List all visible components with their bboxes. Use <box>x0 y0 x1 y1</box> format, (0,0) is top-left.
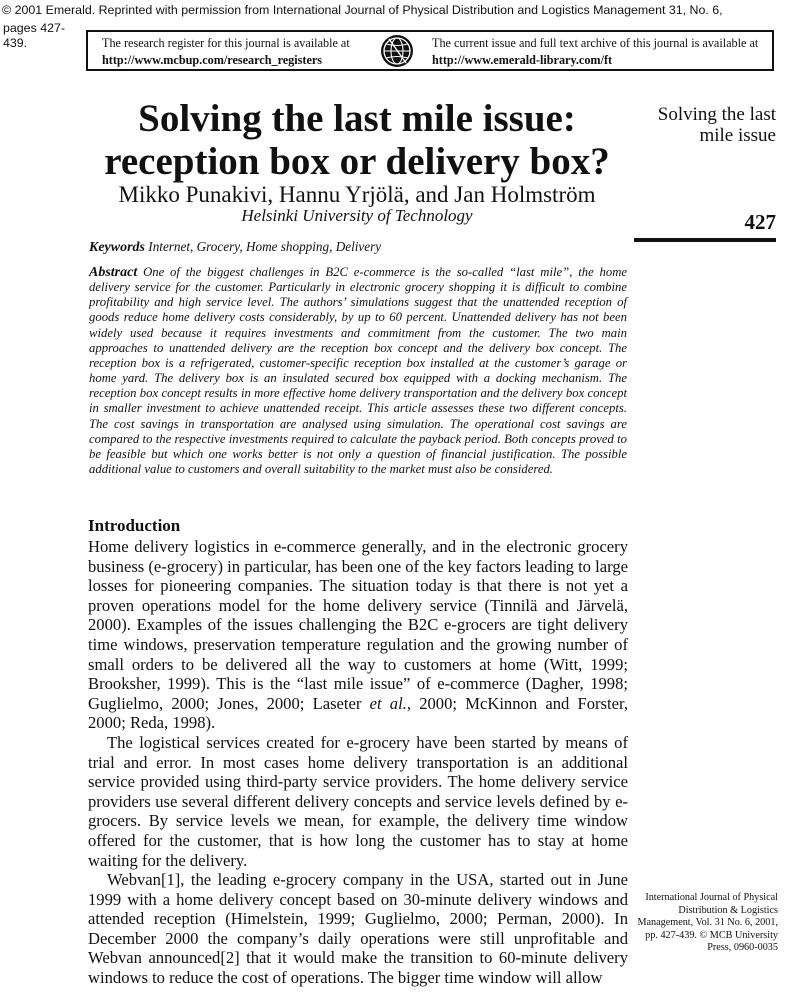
title-line1: Solving the last mile issue: <box>138 97 576 140</box>
article-title <box>84 97 630 183</box>
title-line2: reception box or delivery box? <box>104 140 610 183</box>
page-number: 427 <box>744 210 776 234</box>
author-affiliation: Helsinki University of Technology <box>241 206 473 225</box>
paragraph1-et-al: et al. <box>369 693 407 713</box>
journal-line3: Management, Vol. 31 No. 6, 2001, <box>637 917 778 929</box>
section-heading-introduction: Introduction <box>88 516 181 535</box>
introduction-body <box>88 537 628 988</box>
page-number-rule <box>634 238 776 242</box>
research-register-text: The research register for this journal is available at <box>102 36 350 50</box>
keywords <box>89 239 629 256</box>
running-title-line1: Solving the last <box>657 104 776 125</box>
page-range-line2: 439. <box>3 36 28 50</box>
research-register-notice <box>102 35 362 69</box>
abstract-text: One of the biggest challenges in B2C e-commerce is the so-called “last mile”, the home delivery service for the customer. Particularly in electronic grocery shopping it is difficult to combine profitability and high service level. The authors’ simulations suggest that the unattended reception of goods reduce home delivery costs considerably, by up to 60 percent. Unattended delivery has not been widely used because it requires investments and commitment from the customer. The two main approaches to unattended delivery are the reception box concept and the delivery box concept. The reception box is a refrigerated, customer-specific reception box installed at the customer’s garage or home yard. The delivery box is an insulated secured box equipped with a docking mechanism. The reception box concept results in more effective home delivery transportation and the delivery box concept in smaller investment to achieve unattended receipt. This article assesses these two different concepts. The cost savings in transportation are analysed using simulation. The operational cost savings are compared to the respective investments required to calculate the payback period. Both concepts proved to be feasible but which one works better is not only a question of financial justification. The possible additional value to customers and overall suitability to the market must also be considered. <box>89 265 628 477</box>
paragraph <box>88 537 628 733</box>
research-register-url[interactable]: http://www.mcbup.com/research_registers <box>102 53 323 67</box>
copyright-notice: © 2001 Emerald. Reprinted with permission from International Journal of Physical Distribution and Logistics Management 31, No. 6, <box>2 3 723 17</box>
paragraph1-part-a: Home delivery logistics in e-commerce generally, and in the electronic grocery business (e-grocery) in particular, has been one of the key factors leading to large losses for pioneering companies. The situation today is that there is not yet a proven operations model for the home delivery service (Tinnilä and Järvelä, 2000). Examples of the issues challenging the B2C e-grocers are tight delivery time windows, preservation temperature regulation and the growing number of small orders to be delivered all the way to customers at home (Witt, 1999; Brooksher, 1999). This is the “last mile issue” of e-commerce (Dagher, 1998; Guglielmo, 2000; Jones, 2000; Laseter <box>88 537 628 713</box>
journal-line1: International Journal of Physical <box>645 892 778 903</box>
keywords-label: Keywords <box>89 240 145 255</box>
keywords-list: Internet, Grocery, Home shopping, Delivery <box>148 239 382 254</box>
full-text-archive-url[interactable]: http://www.emerald-library.com/ft <box>432 53 613 67</box>
full-text-archive-text: The current issue and full text archive of this journal is available at <box>432 36 759 50</box>
journal-citation <box>632 892 778 955</box>
full-text-archive-notice <box>432 35 772 69</box>
journal-line4: pp. 427-439. © MCB University <box>645 929 778 941</box>
running-title <box>630 104 776 146</box>
page-range-line1: pages 427- <box>3 21 66 35</box>
research-register-box <box>86 30 774 71</box>
paragraph: Webvan[1], the leading e-grocery company in the USA, started out in June 1999 with a home delivery concept based on 30-minute delivery windows and attended reception (Himelstein, 1999; Guglielmo, 2000; Perman, 2000). In December 2000 the company’s daily operations were still unprofitable and Webvan announced[2] that it would make the transition to 60-minute delivery windows to reduce the cost of operations. The bigger time window will allow <box>88 870 628 988</box>
globe-icon <box>380 34 414 68</box>
author-list: Mikko Punakivi, Hannu Yrjölä, and Jan Holmström <box>118 182 596 207</box>
journal-line5: Press, 0960-0035 <box>707 942 778 954</box>
abstract <box>89 265 627 477</box>
paragraph1-part-b: , 2000; McKinnon and Forster, 2000; Reda, 1998). <box>88 693 628 733</box>
journal-line2: Distribution & Logistics <box>678 904 778 916</box>
running-title-line2: mile issue <box>699 125 776 146</box>
abstract-label: Abstract <box>89 265 138 280</box>
page-range <box>3 21 83 51</box>
paragraph: The logistical services created for e-grocery have been started by means of trial and error. In most cases home delivery transportation is an additional service provided using third-party service providers. The home delivery service providers use several different delivery concepts and service levels defined by e-grocers. By service levels we mean, for example, the delivery time window offered for the customer, that is how long the customer has to stay at home waiting for the delivery. <box>88 732 628 870</box>
